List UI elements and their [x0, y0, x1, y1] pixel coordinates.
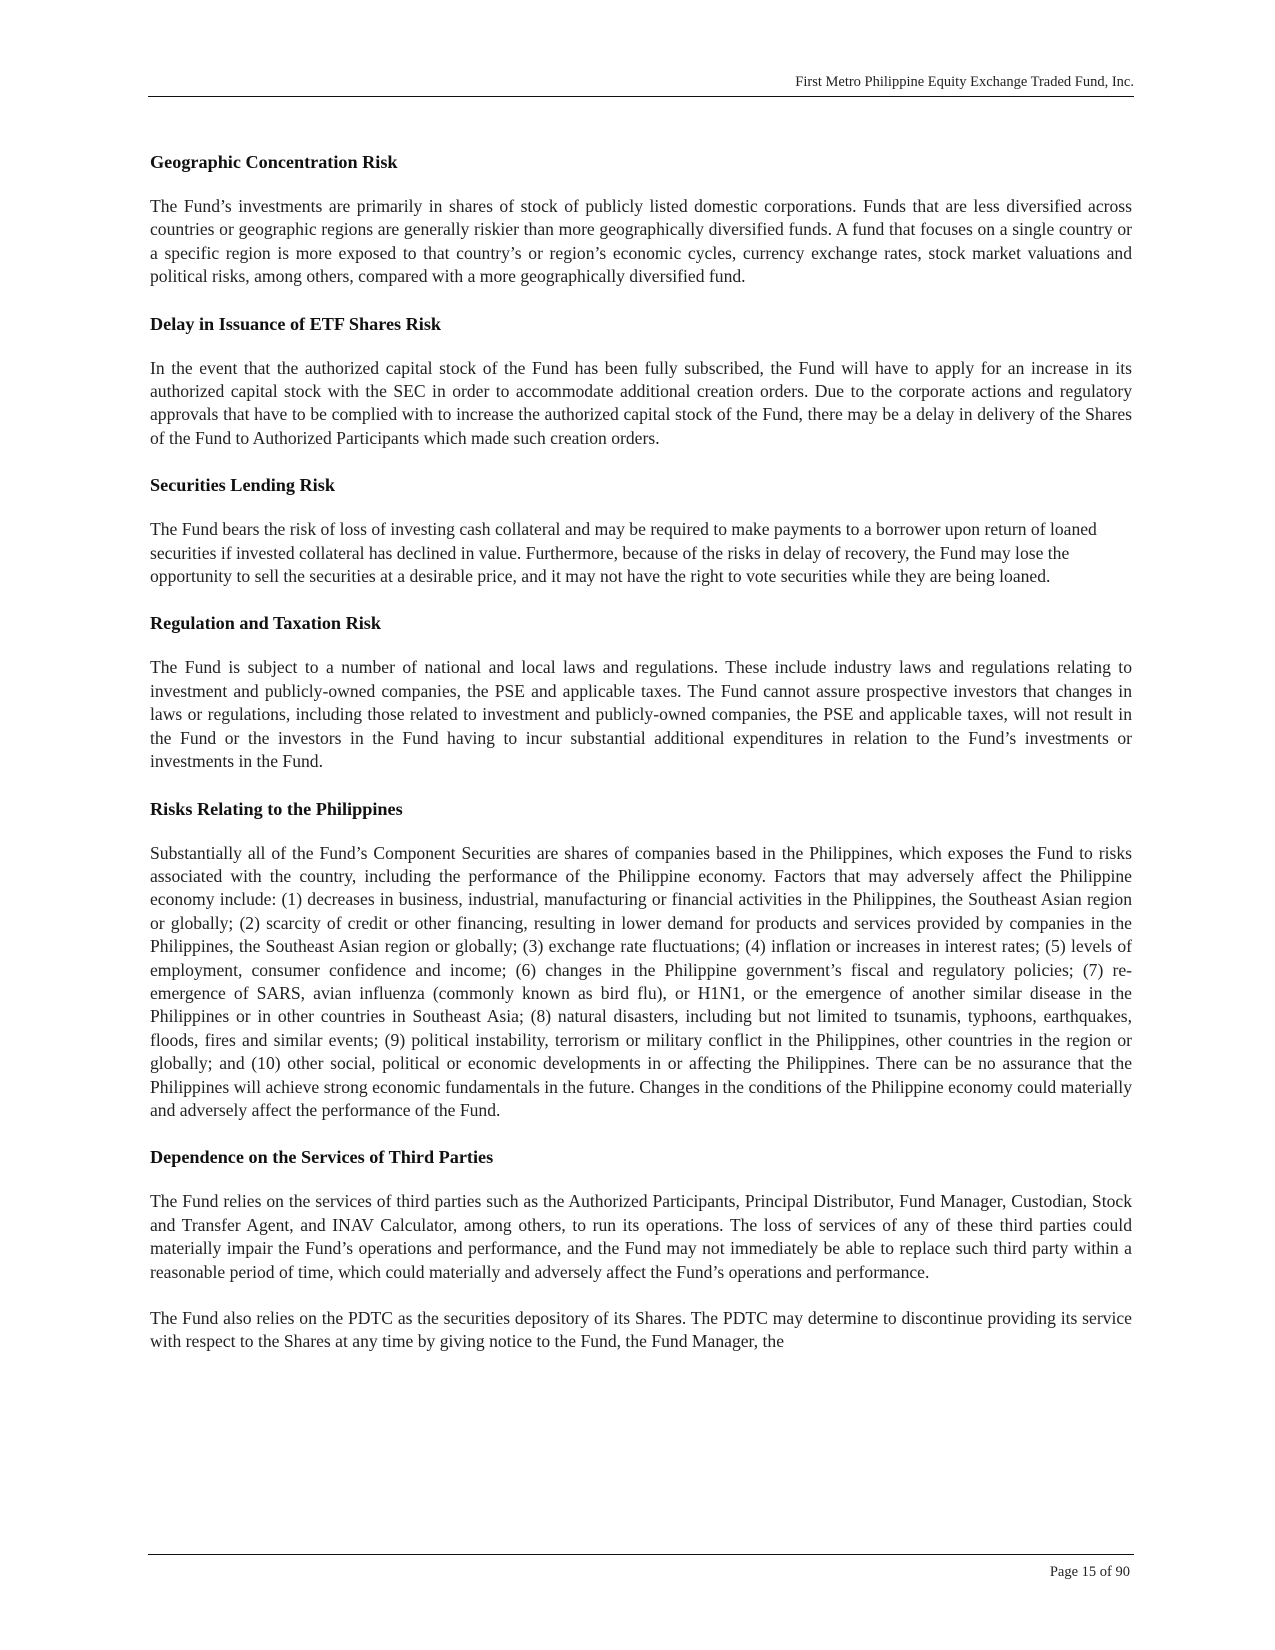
paragraph: The Fund’s investments are primarily in shares of stock of publicly listed domestic corporations. Funds that are less diversified across countries or geographic regions are generally riskier than more geographically diversified funds. A fund that focuses on a single country or a specific region is more exposed to that country’s or region’s economic cycles, currency exchange rates, stock market valuations and political risks, among others, compared with a more geographically diversified fund.: [150, 196, 1132, 287]
running-header: First Metro Philippine Equity Exchange Traded Fund, Inc.: [795, 74, 1134, 90]
section-heading-delay-in-issuance-risk: Delay in Issuance of ETF Shares Risk: [150, 313, 442, 334]
header-divider: [148, 96, 1134, 97]
section-heading-geographic-concentration-risk: Geographic Concentration Risk: [150, 152, 398, 172]
section-heading-securities-lending-risk: Securities Lending Risk: [150, 475, 335, 496]
section-heading-risks-relating-to-philippines: Risks Relating to the Philippines: [150, 798, 403, 819]
page-number: Page 15 of 90: [1049, 1564, 1130, 1580]
paragraph: The Fund bears the risk of loss of investing cash collateral and may be required to make payments to a borrower upon return of loaned securities if invested collateral has declined in value. Furthermore, because of the risks in delay of recovery, the Fund may lose the opportunity to sell the securities at a desirable price, and it may not have the right to vote securities while they are being loaned.: [150, 519, 1097, 587]
footer-divider: [148, 1554, 1134, 1555]
paragraph: In the event that the authorized capital stock of the Fund has been fully subscribed, the Fund will have to apply for an increase in its authorized capital stock with the SEC in order to accommodate additional creation orders. Due to the corporate actions and regulatory approvals that have to be complied with to increase the authorized capital stock of the Fund, there may be a delay in delivery of the Shares of the Fund to Authorized Participants which made such creation orders.: [150, 357, 1132, 448]
paragraph: The Fund also relies on the PDTC as the securities depository of its Shares. The PDTC may determine to discontinue providing its service with respect to the Shares at any time by giving notice to the Fund, the Fund Manager, the: [150, 1308, 1132, 1352]
section-heading-dependence-on-third-parties: Dependence on the Services of Third Parties: [150, 1147, 494, 1168]
paragraph: The Fund is subject to a number of national and local laws and regulations. These include industry laws and regulations relating to investment and publicly-owned companies, the PSE and applicable taxes. The Fund cannot assure prospective investors that changes in laws or regulations, including those related to investment and publicly-owned companies, the PSE and applicable taxes, will not result in the Fund or the investors in the Fund having to incur substantial additional expenditures in relation to the Fund’s investments or investments in the Fund.: [150, 657, 1132, 772]
section-heading-regulation-and-taxation-risk: Regulation and Taxation Risk: [150, 613, 381, 634]
paragraph: The Fund relies on the services of third parties such as the Authorized Participants, Principal Distributor, Fund Manager, Custodian, Stock and Transfer Agent, and INAV Calculator, among others, to run its operations. The loss of services of any of these third parties could materially impair the Fund’s operations and performance, and the Fund may not immediately be able to replace such third party within a reasonable period of time, which could materially and adversely affect the Fund’s operations and performance.: [150, 1191, 1132, 1282]
paragraph: Substantially all of the Fund’s Component Securities are shares of companies based in the Philippines, which exposes the Fund to risks associated with the country, including the performance of the Philippine economy. Factors that may adversely affect the Philippine economy include: (1) decreases in business, industrial, manufacturing or financial activities in the Philippines, the Southeast Asian region or globally; (2) scarcity of credit or other financing, resulting in lower demand for products and services provided by companies in the Philippines, the Southeast Asian region or globally; (3) exchange rate fluctuations; (4) inflation or increases in interest rates; (5) levels of employment, consumer confidence and income; (6) changes in the Philippine government’s fiscal and regulatory policies; (7) re-emergence of SARS, avian influenza (commonly known as bird flu), or H1N1, or the emergence of another similar disease in the Philippines or in other countries in Southeast Asia; (8) natural disasters, including but not limited to tsunamis, typhoons, earthquakes, floods, fires and similar events; (9) political instability, terrorism or military conflict in the Philippines, other countries in the region or globally; and (10) other social, political or economic developments in or affecting the Philippines. There can be no assurance that the Philippines will achieve strong economic fundamentals in the future. Changes in the conditions of the Philippine economy could materially and adversely affect the performance of the Fund.: [150, 842, 1132, 1120]
document-body: [150, 150, 1132, 1377]
